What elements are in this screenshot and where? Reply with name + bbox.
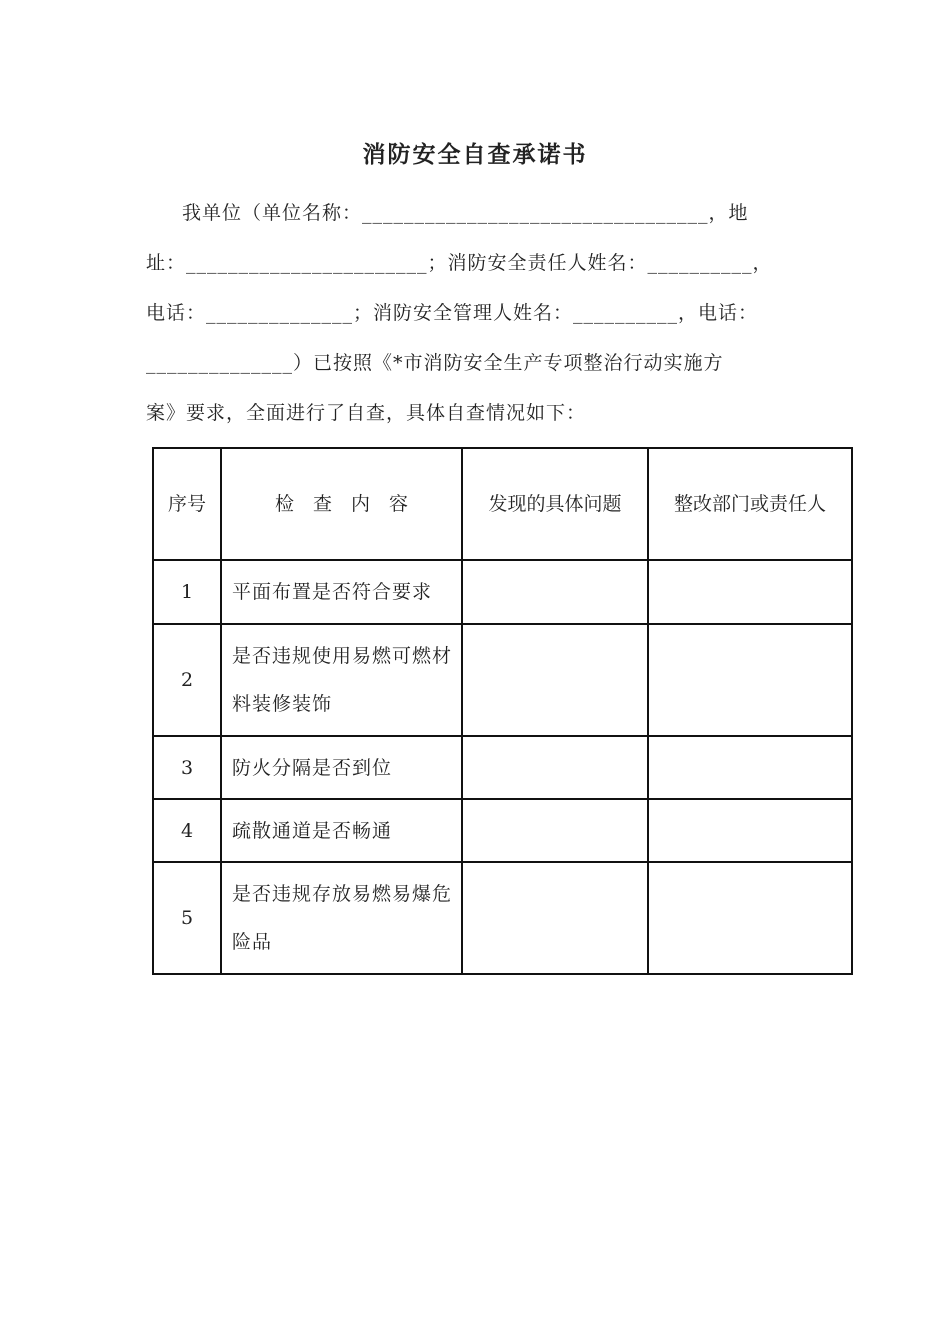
row-number: 2	[153, 624, 221, 736]
header-serial: 序号	[153, 448, 221, 560]
problem-cell[interactable]	[462, 799, 648, 862]
problem-cell[interactable]	[462, 736, 648, 799]
table-row	[153, 736, 852, 799]
row-number: 4	[153, 799, 221, 862]
row-item: 疏散通道是否畅通	[221, 799, 462, 862]
header-check-content: 检 查 内 容	[221, 448, 462, 560]
responsible-cell[interactable]	[648, 799, 852, 862]
commitment-paragraph	[146, 188, 806, 438]
problem-cell[interactable]	[462, 624, 648, 736]
paragraph-line: ______________）已按照《*市消防安全生产专项整治行动实施方	[146, 352, 724, 374]
row-number: 1	[153, 560, 221, 624]
table-row	[153, 862, 852, 974]
paragraph-line: 案》要求，全面进行了自查，具体自查情况如下：	[146, 402, 587, 424]
problem-cell[interactable]	[462, 560, 648, 624]
table-row	[153, 799, 852, 862]
self-check-table	[152, 447, 853, 975]
row-number: 3	[153, 736, 221, 799]
row-item: 平面布置是否符合要求	[221, 560, 462, 624]
row-item: 防火分隔是否到位	[221, 736, 462, 799]
table-row	[153, 560, 852, 624]
row-item: 是否违规使用易燃可燃材料装修装饰	[221, 624, 462, 736]
table-header-row	[153, 448, 852, 560]
row-number: 5	[153, 862, 221, 974]
responsible-cell[interactable]	[648, 862, 852, 974]
responsible-cell[interactable]	[648, 560, 852, 624]
paragraph-line: 电话：______________；消防安全管理人姓名：__________，电话：	[146, 302, 759, 324]
row-item: 是否违规存放易燃易爆危险品	[221, 862, 462, 974]
paragraph-line: 我单位（单位名称：_________________________________，地	[182, 202, 749, 224]
responsible-cell[interactable]	[648, 736, 852, 799]
header-responsible: 整改部门或责任人	[648, 448, 852, 560]
responsible-cell[interactable]	[648, 624, 852, 736]
header-problems-found: 发现的具体问题	[462, 448, 648, 560]
problem-cell[interactable]	[462, 862, 648, 974]
table-row	[153, 624, 852, 736]
paragraph-line: 址：_______________________；消防安全责任人姓名：__________，	[146, 252, 773, 274]
page-title: 消防安全自查承诺书	[362, 141, 588, 168]
